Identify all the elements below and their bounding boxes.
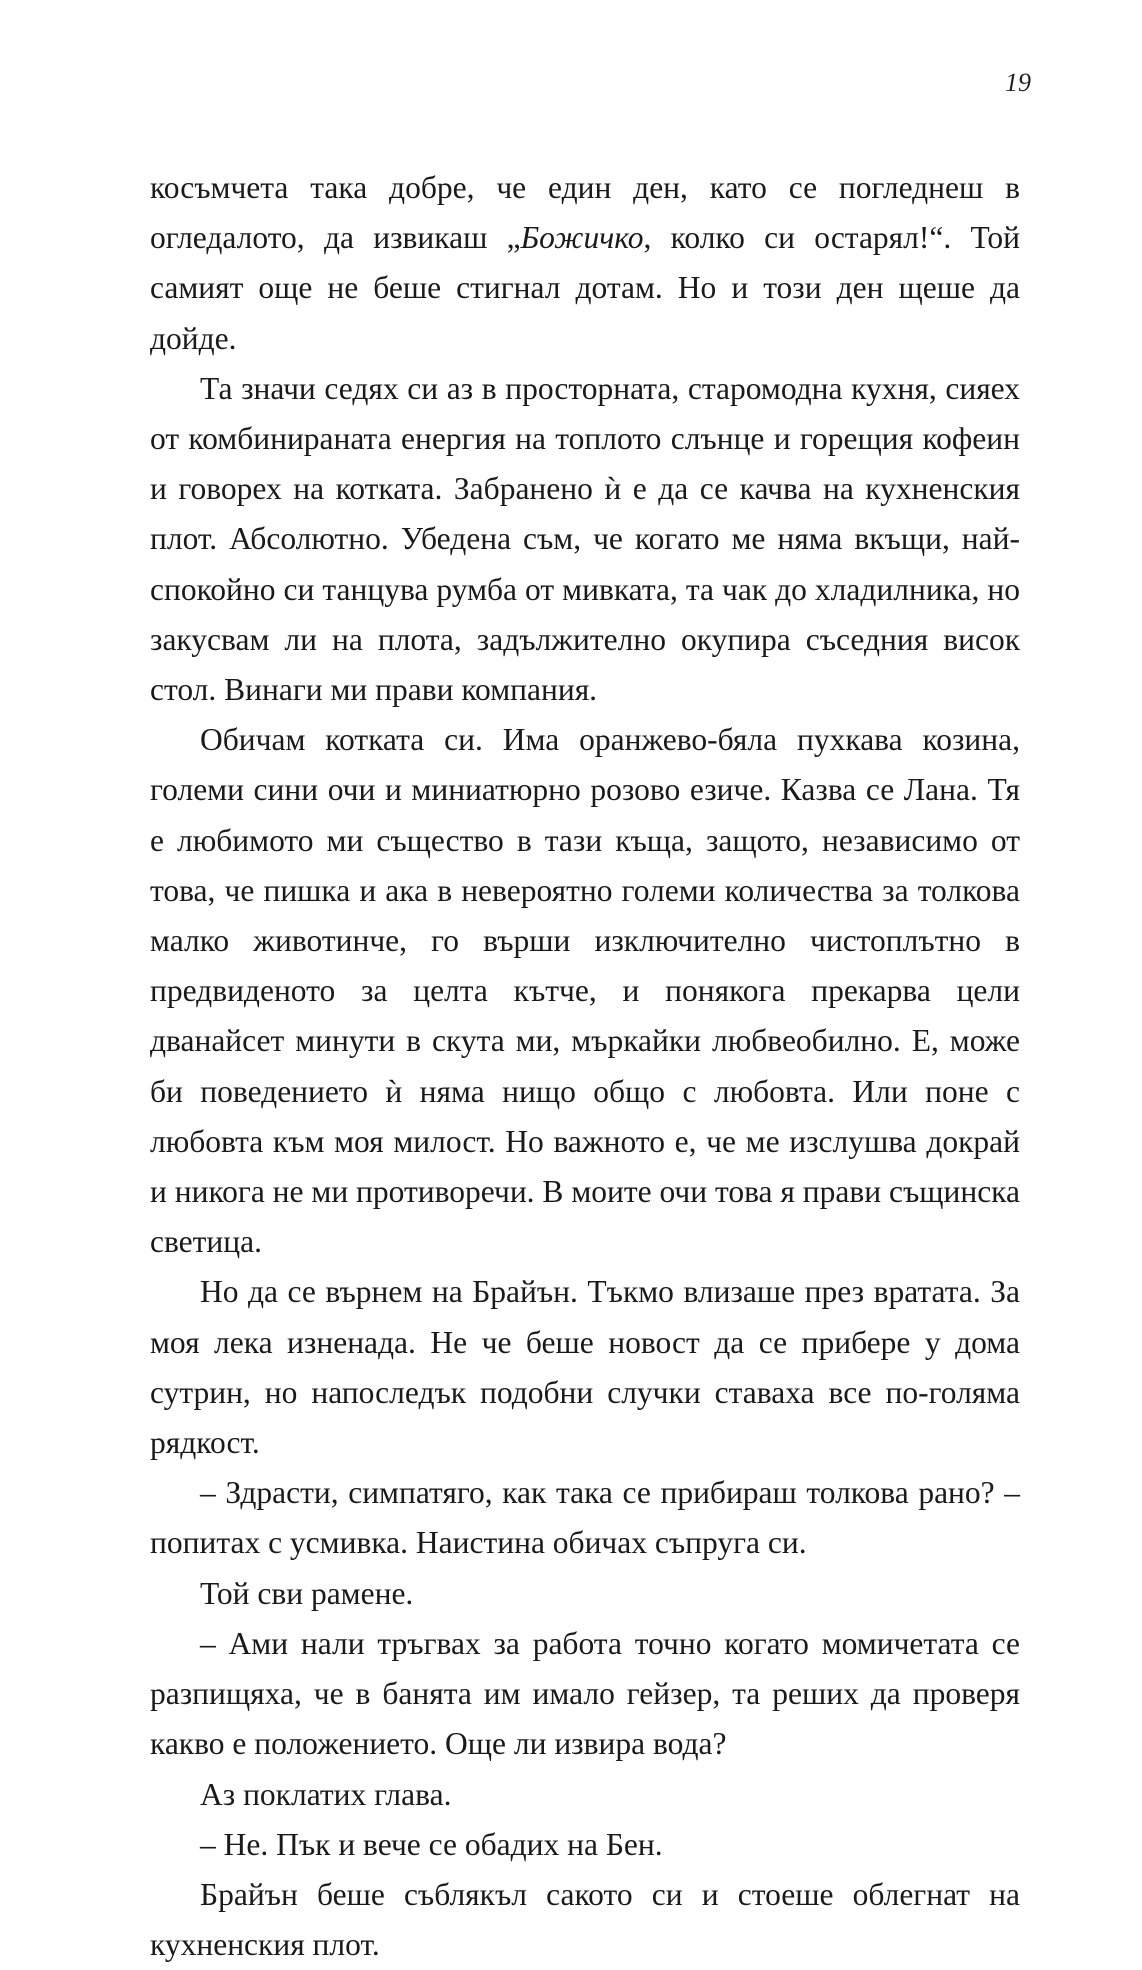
paragraph [150, 1619, 1020, 1770]
text-segment: – Здрасти, симпатяго, как така се прибираш толкова рано? – попитах с усмивка. Наистина обичах съпруга си. [150, 1475, 1020, 1561]
text-segment: – Не. Пък и вече се обадих на Бен. [200, 1826, 663, 1862]
text-segment: косъмчета така добре, че един ден, като се погледнеш в огледалото, да извикаш „ [150, 170, 1020, 256]
paragraph [150, 163, 1020, 364]
text-segment: Брайън беше съблякъл сакото си и стоеше облегнат на кухненския плот. [150, 1876, 1020, 1963]
text-segment: Обичам котката си. Има оранжево-бяла пухкава козина, големи сини очи и миниатюрно розово езиче. Казва се Лана. Тя е любимото ми същество в тази къща, защото, независимо от това, че пишка и ака в невероятно големи количества за толкова малко животинче, го върши изключително чистоплътно в предвиденото за целта кътче, и понякога прекарва цели дванайсет минути в скута ми, мъркайки любвеобилно. Е, може би поведението ѝ няма нищо общо с любовта. Или поне с любовта към моя милост. Но важното е, че ме изслушва докрай и никога не ми противоречи. В моите очи това я прави същинска светица. [150, 722, 1020, 1260]
text-segment: – Ами нали тръгвах за работа точно когато момичетата се разпищяха, че в банята им имало гейзер, та реших да проверя какво е положението. Още ли извира вода? [150, 1625, 1020, 1762]
paragraph [150, 1870, 1020, 1970]
text-segment: Той сви рамене. [200, 1575, 414, 1611]
page-number: 19 [1005, 68, 1031, 97]
paragraph [150, 1468, 1020, 1568]
paragraph [150, 1569, 1020, 1619]
paragraph [150, 715, 1020, 1267]
text-segment: Аз поклатих глава. [200, 1776, 452, 1812]
italic-text: Божичко [520, 220, 644, 256]
text-segment: , колко си остарял!“. Той самият още не беше стигнал дотам. Но и този ден щеше да дойде. [150, 220, 1020, 356]
paragraph [150, 1770, 1020, 1820]
body-text [150, 163, 1020, 1970]
paragraph [150, 364, 1020, 715]
text-segment: Та значи седях си аз в просторната, старомодна кухня, сияех от комбинираната енергия на топлото слънце и горещия кофеин и говорех на котката. Забранено ѝ е да се качва на кухненския плот. Абсолютно. Убедена съм, че когато ме няма вкъщи, най-спокойно си танцува румба от мивката, та чак до хладилника, но закусвам ли на плота, задължително окупира съседния висок стол. Винаги ми прави компания. [150, 370, 1020, 708]
text-segment: Но да се върнем на Брайън. Тъкмо влизаше през вратата. За моя лека изненада. Не че беше новост да се прибере у дома сутрин, но напоследък подобни случки ставаха все по-голяма рядкост. [150, 1274, 1020, 1461]
paragraph [150, 1820, 1020, 1870]
paragraph [150, 1267, 1020, 1468]
